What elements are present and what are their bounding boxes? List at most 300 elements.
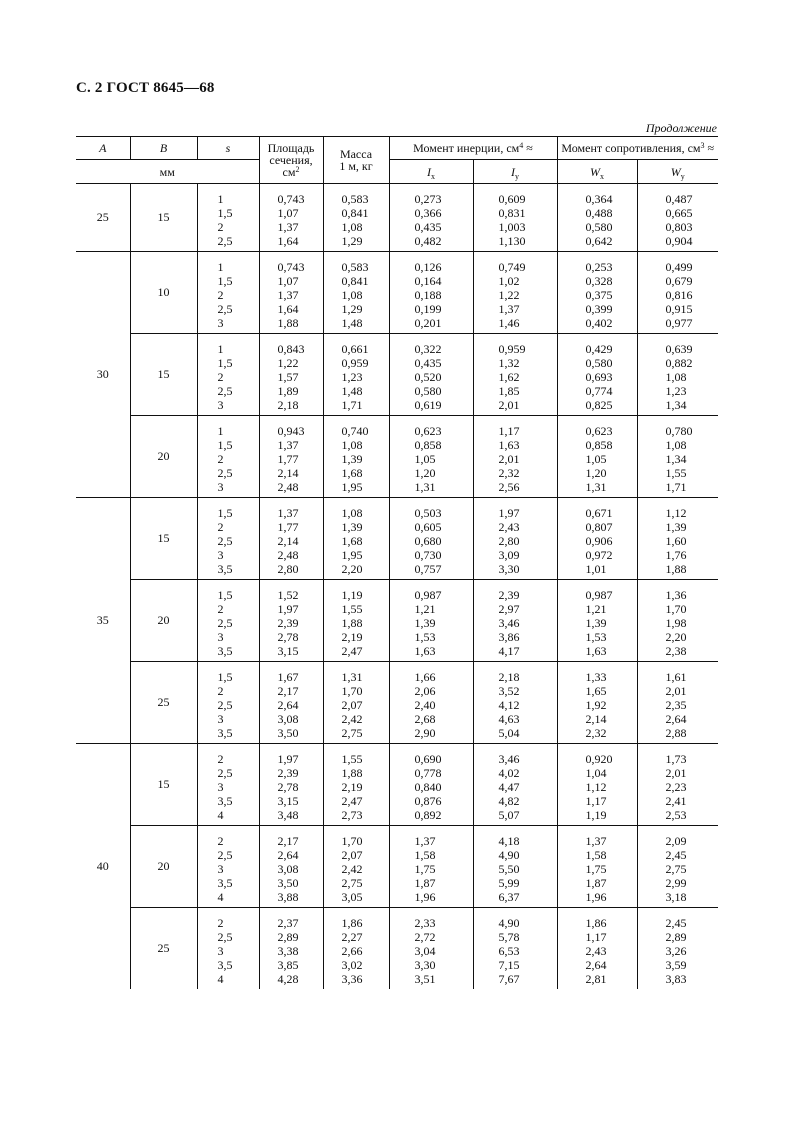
value-Wy: 2,35 bbox=[665, 698, 687, 712]
value-mass: 3,02 bbox=[341, 958, 363, 972]
value-mass: 1,95 bbox=[341, 480, 363, 494]
value-s: 1,5 bbox=[217, 206, 233, 220]
cell-area bbox=[259, 662, 323, 744]
col-s-header: s bbox=[197, 137, 259, 160]
value-Iy: 4,12 bbox=[498, 698, 520, 712]
value-area: 2,48 bbox=[277, 480, 299, 494]
value-mass: 0,841 bbox=[341, 206, 369, 220]
cell-Iy bbox=[473, 252, 557, 334]
value-area: 2,18 bbox=[277, 398, 299, 412]
value-Iy: 5,99 bbox=[498, 876, 520, 890]
value-Ix: 1,05 bbox=[414, 452, 436, 466]
Iy-symbol: I bbox=[511, 164, 515, 179]
value-Wx: 0,642 bbox=[585, 234, 613, 248]
value-Wx: 1,58 bbox=[585, 848, 607, 862]
cell-Wy bbox=[637, 184, 718, 252]
cell-mass bbox=[323, 744, 389, 826]
value-area: 2,80 bbox=[277, 562, 299, 576]
cell-Wx bbox=[557, 662, 637, 744]
cell-Wy bbox=[637, 416, 718, 498]
value-Wy: 1,55 bbox=[665, 466, 687, 480]
value-area: 2,39 bbox=[277, 616, 299, 630]
cell-Ix bbox=[389, 416, 473, 498]
value-Wy: 2,38 bbox=[665, 644, 687, 658]
cell-area bbox=[259, 184, 323, 252]
value-Ix: 0,435 bbox=[414, 220, 442, 234]
col-Iy-header bbox=[473, 160, 557, 184]
value-Wy: 1,23 bbox=[665, 384, 687, 398]
value-Ix: 0,730 bbox=[414, 548, 442, 562]
page-title: С. 2 ГОСТ 8645—68 bbox=[76, 80, 215, 96]
table-row bbox=[76, 580, 718, 662]
value-area: 2,89 bbox=[277, 930, 299, 944]
value-Wx: 1,17 bbox=[585, 930, 607, 944]
value-Iy: 1,37 bbox=[498, 302, 520, 316]
value-Ix: 0,273 bbox=[414, 192, 442, 206]
Ix-subscript: x bbox=[431, 171, 435, 181]
cell-area bbox=[259, 334, 323, 416]
value-Ix: 1,21 bbox=[414, 602, 436, 616]
value-Wx: 1,12 bbox=[585, 780, 607, 794]
value-s: 3 bbox=[217, 316, 224, 330]
value-Ix: 1,63 bbox=[414, 644, 436, 658]
value-Wx: 0,580 bbox=[585, 220, 613, 234]
cell-Iy bbox=[473, 416, 557, 498]
cell-Wy bbox=[637, 498, 718, 580]
col-Wy-header bbox=[637, 160, 718, 184]
cell-B: 15 bbox=[130, 498, 197, 580]
value-Wy: 1,60 bbox=[665, 534, 687, 548]
value-area: 1,97 bbox=[277, 602, 299, 616]
value-Iy: 3,09 bbox=[498, 548, 520, 562]
col-area-header bbox=[259, 137, 323, 184]
cell-Ix bbox=[389, 908, 473, 990]
value-s: 2,5 bbox=[217, 234, 233, 248]
value-Ix: 0,619 bbox=[414, 398, 442, 412]
cell-Wy bbox=[637, 744, 718, 826]
value-Ix: 0,126 bbox=[414, 260, 442, 274]
value-Ix: 0,605 bbox=[414, 520, 442, 534]
value-mass: 0,841 bbox=[341, 274, 369, 288]
value-area: 0,743 bbox=[277, 260, 305, 274]
cell-Wy bbox=[637, 908, 718, 990]
Wy-subscript: y bbox=[680, 171, 685, 181]
table-row bbox=[76, 908, 718, 990]
value-Wx: 0,972 bbox=[585, 548, 613, 562]
value-mass: 1,95 bbox=[341, 548, 363, 562]
value-area: 1,37 bbox=[277, 438, 299, 452]
value-Ix: 0,840 bbox=[414, 780, 442, 794]
value-mass: 2,19 bbox=[341, 630, 363, 644]
value-Iy: 4,90 bbox=[498, 848, 520, 862]
value-s: 1,5 bbox=[217, 356, 233, 370]
value-mass: 1,68 bbox=[341, 534, 363, 548]
value-Wx: 0,920 bbox=[585, 752, 613, 766]
value-Iy: 4,90 bbox=[498, 916, 520, 930]
value-Ix: 0,623 bbox=[414, 424, 442, 438]
value-Wy: 1,61 bbox=[665, 670, 687, 684]
cell-mass bbox=[323, 334, 389, 416]
value-s: 2 bbox=[217, 452, 224, 466]
value-Wx: 1,96 bbox=[585, 890, 607, 904]
value-s: 3 bbox=[217, 944, 224, 958]
value-Iy: 1,85 bbox=[498, 384, 520, 398]
value-Wy: 2,01 bbox=[665, 766, 687, 780]
value-area: 1,67 bbox=[277, 670, 299, 684]
value-area: 1,07 bbox=[277, 206, 299, 220]
value-s: 1,5 bbox=[217, 438, 233, 452]
value-mass: 2,42 bbox=[341, 862, 363, 876]
table-row bbox=[76, 744, 718, 826]
value-area: 1,89 bbox=[277, 384, 299, 398]
value-area: 2,14 bbox=[277, 534, 299, 548]
col-B-header: B bbox=[130, 137, 197, 160]
value-Iy: 4,82 bbox=[498, 794, 520, 808]
value-area: 1,77 bbox=[277, 452, 299, 466]
Wx-subscript: x bbox=[600, 171, 604, 181]
cell-Ix bbox=[389, 184, 473, 252]
value-Iy: 3,52 bbox=[498, 684, 520, 698]
value-Iy: 2,39 bbox=[498, 588, 520, 602]
value-Wy: 0,499 bbox=[665, 260, 693, 274]
value-Wx: 1,37 bbox=[585, 834, 607, 848]
value-Ix: 0,435 bbox=[414, 356, 442, 370]
value-Wy: 2,45 bbox=[665, 916, 687, 930]
value-Ix: 2,68 bbox=[414, 712, 436, 726]
cell-Iy bbox=[473, 580, 557, 662]
value-Iy: 4,63 bbox=[498, 712, 520, 726]
value-area: 1,97 bbox=[277, 752, 299, 766]
cell-Wx bbox=[557, 826, 637, 908]
value-Wx: 0,375 bbox=[585, 288, 613, 302]
cell-Ix bbox=[389, 252, 473, 334]
value-Iy: 1,003 bbox=[498, 220, 526, 234]
value-mass: 1,08 bbox=[341, 438, 363, 452]
value-area: 3,88 bbox=[277, 890, 299, 904]
value-area: 1,07 bbox=[277, 274, 299, 288]
value-Wy: 0,882 bbox=[665, 356, 693, 370]
value-s: 2 bbox=[217, 288, 224, 302]
mass-label-2: 1 м, кг bbox=[339, 159, 373, 173]
value-s: 3,5 bbox=[217, 726, 233, 740]
value-Wx: 1,63 bbox=[585, 644, 607, 658]
cell-Wx bbox=[557, 252, 637, 334]
value-Iy: 3,46 bbox=[498, 752, 520, 766]
cell-mass bbox=[323, 498, 389, 580]
value-Wx: 1,05 bbox=[585, 452, 607, 466]
value-s: 2,5 bbox=[217, 466, 233, 480]
cell-Ix bbox=[389, 744, 473, 826]
value-Ix: 0,680 bbox=[414, 534, 442, 548]
value-Wx: 0,399 bbox=[585, 302, 613, 316]
value-Wy: 2,09 bbox=[665, 834, 687, 848]
cell-area bbox=[259, 252, 323, 334]
cell-s bbox=[197, 580, 259, 662]
resist-group-prefix: Момент сопротивления, см bbox=[561, 141, 701, 155]
value-s: 2 bbox=[217, 602, 224, 616]
value-mass: 1,08 bbox=[341, 288, 363, 302]
area-label-2: сечения, bbox=[269, 153, 313, 167]
cell-Iy bbox=[473, 498, 557, 580]
value-Ix: 3,30 bbox=[414, 958, 436, 972]
table-row bbox=[76, 184, 718, 252]
value-mass: 1,55 bbox=[341, 602, 363, 616]
col-Ix-header bbox=[389, 160, 473, 184]
value-Ix: 0,199 bbox=[414, 302, 442, 316]
inertia-group-suffix: ≈ bbox=[523, 141, 533, 155]
value-mass: 1,23 bbox=[341, 370, 363, 384]
value-mass: 3,05 bbox=[341, 890, 363, 904]
value-Ix: 0,520 bbox=[414, 370, 442, 384]
value-Ix: 0,482 bbox=[414, 234, 442, 248]
cell-Wy bbox=[637, 252, 718, 334]
value-mass: 1,71 bbox=[341, 398, 363, 412]
resist-group-exp: 3 bbox=[700, 141, 705, 150]
value-Wy: 2,64 bbox=[665, 712, 687, 726]
continuation-label: Продолжение bbox=[645, 121, 717, 135]
value-area: 2,64 bbox=[277, 698, 299, 712]
value-mass: 2,07 bbox=[341, 698, 363, 712]
value-Wx: 1,31 bbox=[585, 480, 607, 494]
col-mass-header bbox=[323, 137, 389, 184]
value-mass: 1,29 bbox=[341, 302, 363, 316]
value-Wx: 1,01 bbox=[585, 562, 607, 576]
value-Wy: 2,89 bbox=[665, 930, 687, 944]
resist-group-header bbox=[557, 137, 718, 160]
cell-B: 15 bbox=[130, 184, 197, 252]
value-Ix: 0,858 bbox=[414, 438, 442, 452]
cell-Ix bbox=[389, 580, 473, 662]
value-area: 2,39 bbox=[277, 766, 299, 780]
cell-area bbox=[259, 498, 323, 580]
col-A-header: A bbox=[76, 137, 130, 160]
value-mass: 1,29 bbox=[341, 234, 363, 248]
area-unit: см bbox=[282, 165, 296, 179]
cell-Wy bbox=[637, 580, 718, 662]
value-Wx: 2,81 bbox=[585, 972, 607, 986]
Wy-symbol: W bbox=[670, 164, 681, 179]
value-Wy: 1,88 bbox=[665, 562, 687, 576]
value-Iy: 2,32 bbox=[498, 466, 520, 480]
value-s: 2,5 bbox=[217, 534, 233, 548]
value-Ix: 1,96 bbox=[414, 890, 436, 904]
value-mass: 1,48 bbox=[341, 384, 363, 398]
value-area: 2,37 bbox=[277, 916, 299, 930]
value-s: 2,5 bbox=[217, 930, 233, 944]
Iy-subscript: y bbox=[515, 171, 519, 181]
value-Ix: 1,37 bbox=[414, 834, 436, 848]
value-mass: 1,88 bbox=[341, 766, 363, 780]
value-Ix: 1,53 bbox=[414, 630, 436, 644]
cell-s bbox=[197, 252, 259, 334]
cell-Ix bbox=[389, 826, 473, 908]
value-Wy: 0,816 bbox=[665, 288, 693, 302]
value-Iy: 1,63 bbox=[498, 438, 520, 452]
value-area: 2,17 bbox=[277, 834, 299, 848]
value-mass: 1,70 bbox=[341, 684, 363, 698]
cell-Wx bbox=[557, 334, 637, 416]
value-Wx: 0,774 bbox=[585, 384, 613, 398]
cell-area bbox=[259, 826, 323, 908]
value-Wy: 1,39 bbox=[665, 520, 687, 534]
value-s: 4 bbox=[217, 972, 224, 986]
value-Wy: 1,34 bbox=[665, 398, 687, 412]
value-Wy: 2,53 bbox=[665, 808, 687, 822]
cell-Ix bbox=[389, 334, 473, 416]
value-area: 0,843 bbox=[277, 342, 305, 356]
cell-s bbox=[197, 498, 259, 580]
value-Wx: 1,19 bbox=[585, 808, 607, 822]
cell-Wx bbox=[557, 580, 637, 662]
value-area: 4,28 bbox=[277, 972, 299, 986]
value-area: 3,38 bbox=[277, 944, 299, 958]
value-s: 2 bbox=[217, 370, 224, 384]
value-Wy: 3,59 bbox=[665, 958, 687, 972]
value-Wx: 0,825 bbox=[585, 398, 613, 412]
value-mass: 1,88 bbox=[341, 616, 363, 630]
value-s: 3 bbox=[217, 630, 224, 644]
value-Ix: 0,876 bbox=[414, 794, 442, 808]
value-area: 1,57 bbox=[277, 370, 299, 384]
profile-table bbox=[76, 136, 718, 989]
cell-B: 15 bbox=[130, 334, 197, 416]
value-mass: 0,583 bbox=[341, 192, 369, 206]
value-area: 3,50 bbox=[277, 726, 299, 740]
value-Wx: 0,364 bbox=[585, 192, 613, 206]
value-Wx: 0,693 bbox=[585, 370, 613, 384]
value-Ix: 0,503 bbox=[414, 506, 442, 520]
value-area: 3,15 bbox=[277, 794, 299, 808]
value-Wx: 1,04 bbox=[585, 766, 607, 780]
value-s: 3 bbox=[217, 548, 224, 562]
value-Wx: 1,21 bbox=[585, 602, 607, 616]
value-Iy: 5,04 bbox=[498, 726, 520, 740]
value-area: 2,14 bbox=[277, 466, 299, 480]
value-Wy: 1,36 bbox=[665, 588, 687, 602]
cell-B: 25 bbox=[130, 908, 197, 990]
value-area: 1,77 bbox=[277, 520, 299, 534]
value-mass: 1,19 bbox=[341, 588, 363, 602]
value-Ix: 2,40 bbox=[414, 698, 436, 712]
value-s: 2 bbox=[217, 520, 224, 534]
value-mass: 1,70 bbox=[341, 834, 363, 848]
value-mass: 1,31 bbox=[341, 670, 363, 684]
value-Iy: 1,17 bbox=[498, 424, 520, 438]
value-area: 3,08 bbox=[277, 712, 299, 726]
value-s: 1,5 bbox=[217, 506, 233, 520]
value-mass: 1,39 bbox=[341, 520, 363, 534]
cell-Iy bbox=[473, 184, 557, 252]
cell-Wx bbox=[557, 498, 637, 580]
value-area: 1,64 bbox=[277, 234, 299, 248]
value-s: 1,5 bbox=[217, 670, 233, 684]
value-mass: 2,27 bbox=[341, 930, 363, 944]
cell-s bbox=[197, 416, 259, 498]
value-s: 1 bbox=[217, 192, 224, 206]
value-Ix: 2,90 bbox=[414, 726, 436, 740]
value-Wx: 1,39 bbox=[585, 616, 607, 630]
value-s: 2 bbox=[217, 916, 224, 930]
value-Iy: 3,30 bbox=[498, 562, 520, 576]
value-s: 2,5 bbox=[217, 302, 233, 316]
value-Ix: 0,580 bbox=[414, 384, 442, 398]
cell-mass bbox=[323, 416, 389, 498]
value-Wy: 1,70 bbox=[665, 602, 687, 616]
cell-Wy bbox=[637, 662, 718, 744]
value-Ix: 1,39 bbox=[414, 616, 436, 630]
cell-area bbox=[259, 416, 323, 498]
value-s: 2,5 bbox=[217, 384, 233, 398]
value-area: 2,78 bbox=[277, 630, 299, 644]
value-area: 1,88 bbox=[277, 316, 299, 330]
value-Ix: 0,892 bbox=[414, 808, 442, 822]
inertia-group-header bbox=[389, 137, 557, 160]
value-Ix: 1,58 bbox=[414, 848, 436, 862]
value-s: 1 bbox=[217, 260, 224, 274]
value-Wy: 0,915 bbox=[665, 302, 693, 316]
cell-s bbox=[197, 334, 259, 416]
value-mass: 0,740 bbox=[341, 424, 369, 438]
value-Wy: 1,71 bbox=[665, 480, 687, 494]
cell-s bbox=[197, 744, 259, 826]
value-Wx: 0,807 bbox=[585, 520, 613, 534]
value-s: 2,5 bbox=[217, 848, 233, 862]
Wx-symbol: W bbox=[590, 164, 600, 179]
value-Ix: 0,201 bbox=[414, 316, 442, 330]
value-Iy: 0,749 bbox=[498, 260, 526, 274]
value-mass: 3,36 bbox=[341, 972, 363, 986]
value-Iy: 7,67 bbox=[498, 972, 520, 986]
value-mass: 2,75 bbox=[341, 876, 363, 890]
value-Wx: 2,43 bbox=[585, 944, 607, 958]
value-Iy: 7,15 bbox=[498, 958, 520, 972]
resist-group-suffix: ≈ bbox=[704, 141, 715, 155]
value-mass: 1,39 bbox=[341, 452, 363, 466]
value-mass: 1,86 bbox=[341, 916, 363, 930]
value-Wy: 0,665 bbox=[665, 206, 693, 220]
value-Iy: 2,18 bbox=[498, 670, 520, 684]
value-Wy: 1,08 bbox=[665, 438, 687, 452]
value-s: 1,5 bbox=[217, 274, 233, 288]
inertia-group-exp: 4 bbox=[519, 141, 524, 150]
cell-B: 20 bbox=[130, 416, 197, 498]
value-s: 3,5 bbox=[217, 958, 233, 972]
value-mass: 2,20 bbox=[341, 562, 363, 576]
value-Iy: 2,43 bbox=[498, 520, 520, 534]
value-Wx: 1,75 bbox=[585, 862, 607, 876]
value-s: 2,5 bbox=[217, 616, 233, 630]
value-Wy: 3,18 bbox=[665, 890, 687, 904]
value-Wx: 1,33 bbox=[585, 670, 607, 684]
col-Wx-header bbox=[557, 160, 637, 184]
cell-Ix bbox=[389, 662, 473, 744]
value-s: 1 bbox=[217, 424, 224, 438]
value-area: 2,78 bbox=[277, 780, 299, 794]
value-Wx: 1,20 bbox=[585, 466, 607, 480]
value-mass: 2,66 bbox=[341, 944, 363, 958]
value-area: 1,37 bbox=[277, 220, 299, 234]
value-Iy: 3,46 bbox=[498, 616, 520, 630]
value-s: 4 bbox=[217, 808, 224, 822]
cell-s bbox=[197, 908, 259, 990]
value-s: 3 bbox=[217, 480, 224, 494]
value-Iy: 0,609 bbox=[498, 192, 526, 206]
value-Ix: 2,06 bbox=[414, 684, 436, 698]
value-Iy: 2,01 bbox=[498, 452, 520, 466]
value-Ix: 0,188 bbox=[414, 288, 442, 302]
value-Iy: 6,37 bbox=[498, 890, 520, 904]
value-mass: 2,75 bbox=[341, 726, 363, 740]
